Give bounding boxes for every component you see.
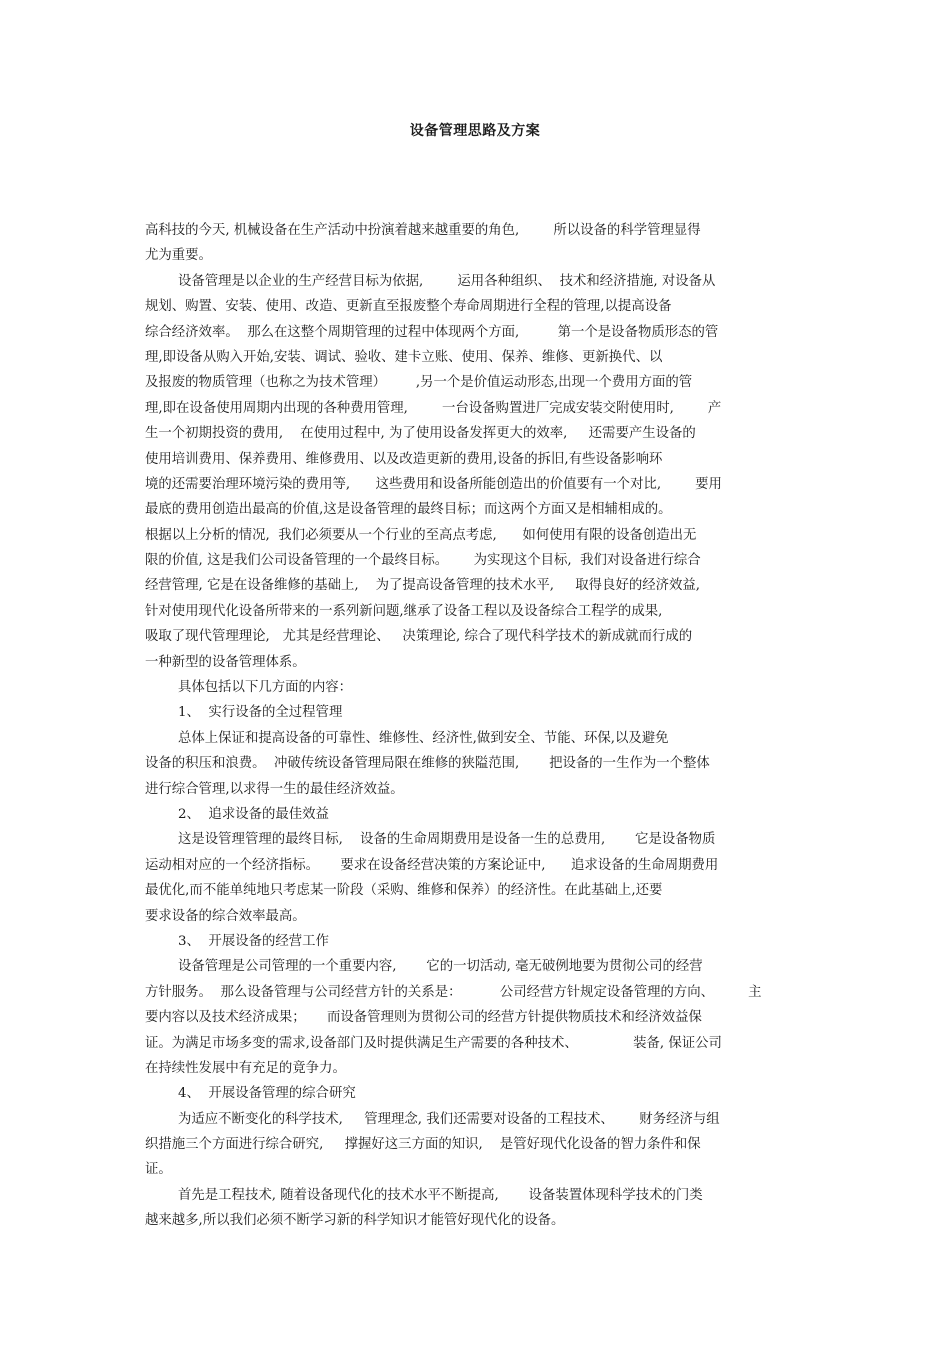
- body-text-line: 生一个初期投资的费用, 在使用过程中, 为了使用设备发挥更大的效率, 还需要产生设备的: [145, 426, 696, 442]
- body-text-line: 2、 追求设备的最佳效益: [178, 806, 329, 822]
- body-text-line: 设备的积压和浪费。 冲破传统设备管理局限在维修的狭隘范围, 把设备的一生作为一个整体: [145, 756, 710, 772]
- body-text-line: 运动相对应的一个经济指标。 要求在设备经营决策的方案论证中, 追求设备的生命周期费用: [145, 857, 719, 873]
- body-text-line: 3、 开展设备的经营工作: [178, 933, 329, 949]
- body-text-line: 进行综合管理,以求得一生的最佳经济效益。: [145, 781, 404, 797]
- document-body: [145, 218, 805, 1234]
- body-text-line: 设备管理是公司管理的一个重要内容, 它的一切活动, 毫无破例地要为贯彻公司的经营: [178, 959, 703, 975]
- body-text-line: 具体包括以下几方面的内容：: [178, 680, 353, 696]
- body-text-line: 吸取了现代管理理论, 尤其是经营理论、 决策理论, 综合了现代科学技术的新成就而行成的: [145, 629, 693, 645]
- body-text-line: 规划、购置、安装、使用、改造、更新直至报废整个寿命周期进行全程的管理,以提高设备: [145, 299, 672, 315]
- body-text-line: 高科技的今天, 机械设备在生产活动中扮演着越来越重要的角色, 所以设备的科学管理显得: [145, 223, 701, 238]
- body-text-line: 根据以上分析的情况, 我们必须要从一个行业的至高点考虑, 如何使用有限的设备创造出无: [145, 527, 697, 543]
- body-text-line: 越来越多,所以我们必须不断学习新的科学知识才能管好现代化的设备。: [145, 1213, 565, 1229]
- body-text-line: 一种新型的设备管理体系。: [145, 654, 306, 670]
- body-text-line: 证。: [145, 1162, 172, 1178]
- body-text-line: 4、 开展设备管理的综合研究: [178, 1086, 356, 1102]
- body-text-line: 证。为满足市场多变的需求,设备部门及时提供满足生产需要的各种技术、 装备, 保证公司: [145, 1035, 722, 1051]
- body-text-line: 限的价值, 这是我们公司设备管理的一个最终目标。 为实现这个目标, 我们对设备进行综合: [145, 553, 701, 569]
- body-text-line: 针对使用现代化设备所带来的一系列新问题,继承了设备工程以及设备综合工程学的成果,: [145, 603, 663, 619]
- body-text-line: 最优化,而不能单纯地只考虑某一阶段（采购、维修和保养）的经济性。在此基础上,还要: [145, 883, 663, 899]
- body-text-line: 要求设备的综合效率最高。: [145, 908, 306, 924]
- document-title: 设备管理思路及方案: [409, 123, 541, 139]
- body-text-line: 首先是工程技术, 随着设备现代化的技术水平不断提高, 设备装置体现科学技术的门类: [178, 1187, 703, 1203]
- body-text-line: 境的还需要治理环境污染的费用等, 这些费用和设备所能创造出的价值要有一个对比, 要用: [145, 476, 722, 492]
- body-text-line: 使用培训费用、保养费用、维修费用、以及改造更新的费用,设备的拆旧,有些设备影响环: [145, 451, 663, 467]
- body-text-line: 这是设管理管理的最终目标, 设备的生命周期费用是设备一生的总费用, 它是设备物质: [178, 832, 716, 848]
- body-text-line: 理,即设备从购入开始,安装、调试、验收、建卡立账、使用、保养、维修、更新换代、以: [145, 349, 663, 365]
- body-text-line: 尤为重要。: [145, 248, 212, 264]
- body-text-line: 及报废的物质管理（也称之为技术管理） ,另一个是价值运动形态,出现一个费用方面的管: [145, 375, 693, 391]
- body-text-line: 设备管理是以企业的生产经营目标为依据, 运用各种组织、 技术和经济措施, 对设备从: [178, 273, 716, 289]
- body-text-line: 为适应不断变化的科学技术, 管理理念, 我们还需要对设备的工程技术、 财务经济与组: [178, 1111, 720, 1127]
- body-text-line: 1、 实行设备的全过程管理: [178, 705, 343, 721]
- body-text-line: 综合经济效率。 那么在这整个周期管理的过程中体现两个方面, 第一个是设备物质形态的管: [145, 324, 719, 340]
- body-text-line: 总体上保证和提高设备的可靠性、维修性、经济性,做到安全、节能、环保,以及避免: [178, 730, 669, 746]
- body-text-line: 最底的费用创造出最高的价值,这是设备管理的最终目标；而这两个方面又是相辅相成的。: [145, 502, 672, 518]
- body-text-line: 在持续性发展中有充足的竟争力。: [145, 1060, 346, 1076]
- body-text-line: 织措施三个方面进行综合研究, 撑握好这三方面的知识, 是管好现代化设备的智力条件和保: [145, 1137, 701, 1153]
- body-text-line: 经营管理, 它是在设备维修的基础上, 为了提高设备管理的技术水平, 取得良好的经济效益,: [145, 578, 701, 594]
- body-text-line: 要内容以及技术经济成果； 而设备管理则为贯彻公司的经营方针提供物质技术和经济效益保: [145, 1010, 702, 1026]
- body-text-line: 理,即在设备使用周期内出现的各种费用管理, 一台设备购置进厂完成安装交附使用时, 产: [145, 400, 722, 416]
- body-text-line: 方针服务。 那么设备管理与公司经营方针的关系是： 公司经营方针规定设备管理的方向、 主: [145, 984, 762, 1000]
